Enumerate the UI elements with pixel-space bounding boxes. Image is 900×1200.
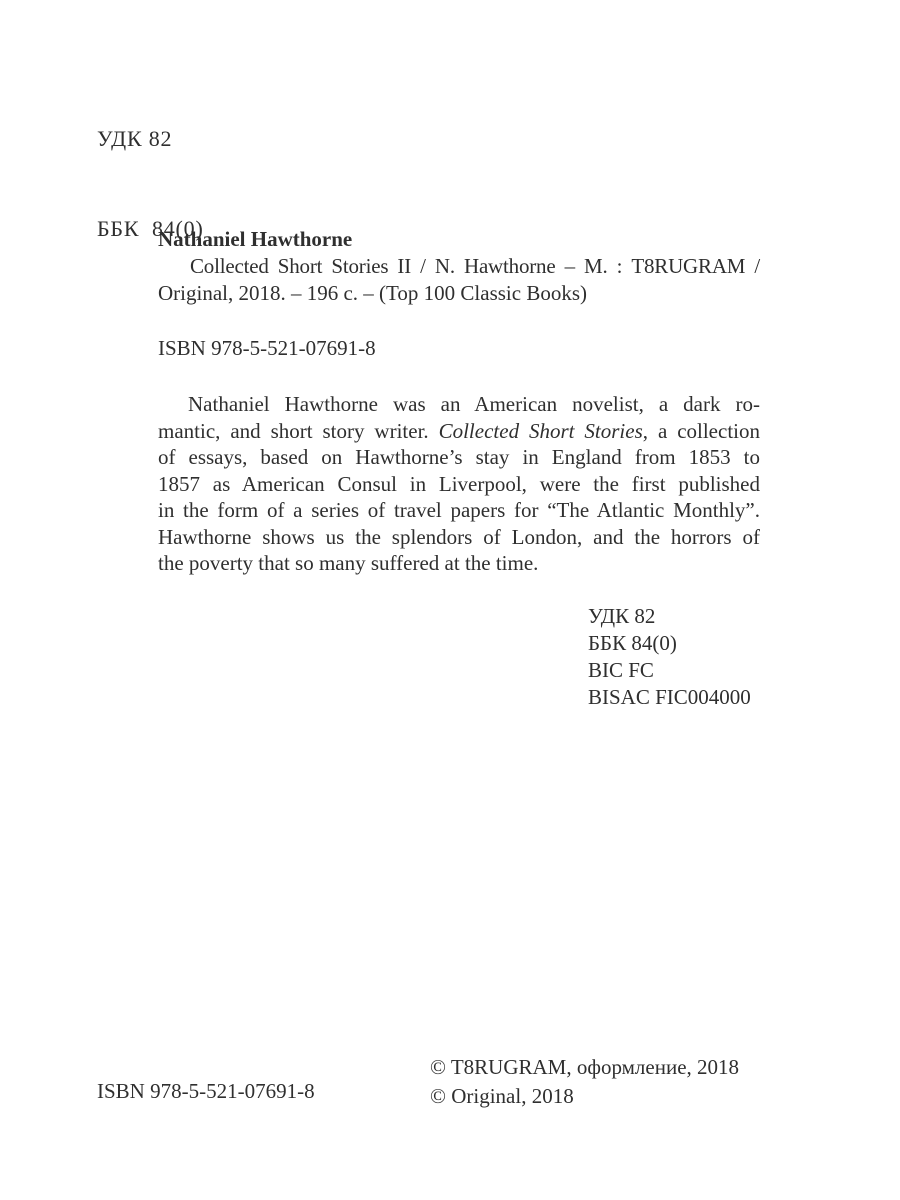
bbk-code-top: ББК 84(0)	[97, 216, 204, 241]
annotation-line-5: in the form of a series of travel papers for “The Atlantic Monthly”.	[158, 498, 760, 522]
annotation-line-6: Hawthorne shows us the splendors of London, and the horrors of	[158, 524, 760, 549]
author-name: Nathaniel Hawthorne	[158, 227, 353, 251]
bic-code: BIC FC	[588, 658, 654, 682]
copyright-original: © Original, 2018	[430, 1083, 574, 1108]
copyright-publisher: © T8RUGRAM, оформление, 2018	[430, 1055, 740, 1079]
bbk-code: ББК 84(0)	[588, 631, 677, 655]
annotation-line-3: of essays, based on Hawthorne’s stay in England from 1853 to	[158, 445, 760, 469]
udk-code: УДК 82	[588, 604, 656, 628]
isbn-footer: ISBN 978-5-521-07691-8	[97, 1079, 315, 1103]
annotation-line-2	[158, 418, 760, 445]
isbn-line: ISBN 978-5-521-07691-8	[158, 336, 376, 360]
annotation-line-4: 1857 as American Consul in Liverpool, were the first published	[158, 471, 760, 496]
bibliographic-line-1: Collected Short Stories II / N. Hawthorne – М. : T8RUGRAM /	[190, 254, 760, 278]
classification-codes	[588, 603, 751, 711]
bibliographic-record	[158, 226, 760, 307]
annotation-book-title-italic: Collected Short Stories	[438, 418, 643, 443]
annotation-paragraph	[158, 391, 760, 577]
bibliographic-line-2: Original, 2018. – 196 с. – (Top 100 Classic Books)	[158, 281, 587, 305]
annotation-line-2-post: , a collection	[642, 418, 760, 443]
bisac-code: BISAC FIC004000	[588, 685, 751, 709]
annotation-line-1: Nathaniel Hawthorne was an American novelist, a dark ro-	[188, 392, 760, 416]
copyright-block	[430, 1053, 739, 1110]
udk-code-top: УДК 82	[97, 126, 173, 151]
annotation-line-7: the poverty that so many suffered at the time.	[158, 551, 539, 575]
annotation-line-2-pre: mantic, and short story writer.	[158, 418, 439, 443]
